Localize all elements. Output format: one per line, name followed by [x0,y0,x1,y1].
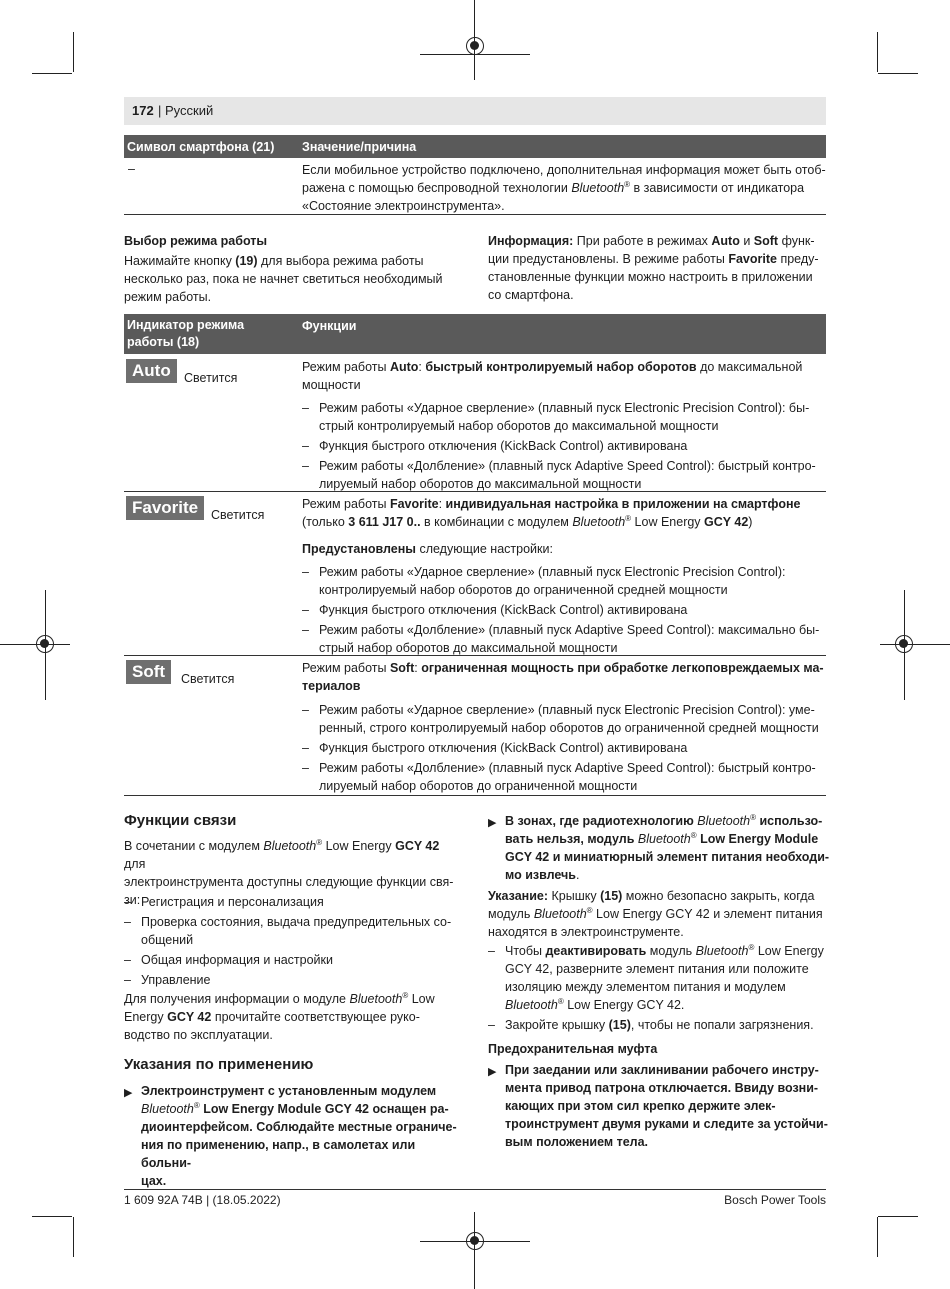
table-rule [124,655,826,656]
list-item: – Функция быстрого отключения (KickBack Control) активирована [302,601,826,619]
crop-mark [73,1217,74,1257]
warning-triangle-icon: ▶ [488,1066,497,1078]
list-item: – Режим работы «Долбление» (плавный пуск Adaptive Speed Control): быстрый контро- лируемый набор оборотов до максимальной мощности [302,457,826,493]
list-item: – Режим работы «Ударное сверление» (плавный пуск Electronic Precision Control): контролируемый набор оборотов до ограниченной средней мощности [302,563,826,599]
table-header [124,314,826,354]
crop-mark [878,73,918,74]
footer-doc-info [124,1191,281,1209]
crop-mark [0,644,70,645]
mode-select-text: Нажимайте кнопку (19) для выбора режима работы несколько раз, пока не начнет светиться необходимый режим работы. [124,254,443,304]
list-item: – Управление [124,971,464,989]
footer-date: (18.05.2022) [212,1193,281,1207]
list-item: – Регистрация и персонализация [124,893,464,911]
preset-note: Предустановлены следующие настройки: [302,542,553,556]
list-item: – Закройте крышку (15), чтобы не попали загрязнения. [488,1016,828,1034]
registration-mark-icon [466,37,484,55]
footer-brand: Bosch Power Tools [724,1193,826,1207]
registration-mark-icon [895,635,913,653]
column-header-meaning: Значение/причина [302,140,417,154]
mode-badge-favorite: Favorite [126,496,204,520]
footer-separator: | [202,1193,213,1207]
list-item: – Проверка состояния, выдача предупредительных со- общений [124,913,464,949]
registration-mark-icon [466,1232,484,1250]
crop-mark [880,644,950,645]
column-header-indicator: Индикатор режима работы (18) [127,318,245,349]
crop-mark [32,73,72,74]
list-item: – Чтобы деактивировать модуль Bluetooth® Low Energy GCY 42, разверните элемент питания или положите изоляцию между элементом питания и модулем Bluetooth® Low Energy GCY 42. [488,942,828,1014]
footer-rule [124,1189,826,1190]
mode-description: Режим работы Auto: быстрый контролируемый набор оборотов до максимальной мощности [302,360,803,392]
clutch-warning: При заедании или заклинивании рабочего инстру- мента привод патрона отключается. Ввиду возни- кающих при этом сил крепко держите элек- троинструмент двумя руками и следите за устойчи- вым положением тела. [505,1063,828,1149]
list-item: – Режим работы «Долбление» (плавный пуск Adaptive Speed Control): максимально бы- стрый набор оборотов до максимальной мощности [302,621,826,657]
cover-note: Указание: Крышку (15) можно безопасно закрыть, когда модуль Bluetooth® Low Energy GCY 42 и элемент питания находятся в электроинструменте. [488,889,823,939]
header-separator: | [158,103,162,118]
table-rule [124,214,826,215]
page-number: 172 [132,103,154,118]
mode-function-list [302,563,826,657]
info-note: Информация: При работе в режимах Auto и Soft функ- ции предустановлены. В режиме работы Favorite преду- становленные функции можно настроить в приложении со смартфона. [488,234,819,302]
table-header [124,135,826,158]
crop-mark [877,1217,878,1257]
warning-triangle-icon: ▶ [488,817,497,829]
mode-function-list [302,399,826,493]
crop-mark [32,1216,72,1217]
mode-badge-soft: Soft [126,660,171,684]
section-heading: Функции связи [124,812,237,829]
mode-description: Режим работы Soft: ограниченная мощность при обработке легкоповреждаемых ма- териалов [302,661,824,693]
list-item: – Режим работы «Ударное сверление» (плавный пуск Electronic Precision Control): уме- ренный, строго контролируемый набор оборотов до ограниченной средней мощности [302,701,832,737]
mode-state: Светится [184,371,238,385]
crop-mark [73,32,74,72]
header-language: Русский [165,103,214,118]
registration-mark-icon [36,635,54,653]
column-header-symbol: Символ смартфона (21) [127,140,275,154]
list-item: – Режим работы «Ударное сверление» (плавный пуск Electronic Precision Control): бы- стрый контролируемый набор оборотов до максимальной мощности [302,399,826,435]
table-cell-meaning: Если мобильное устройство подключено, дополнительная информация может быть отоб- ражена с помощью беспроводной технологии Bluetooth® в зависимости от индикатора «Состояние электроинструмента». [302,163,826,213]
table-rule [124,795,826,796]
table-rule [124,491,826,492]
warning-triangle-icon: ▶ [124,1087,133,1099]
mode-state: Светится [211,508,265,522]
comm-intro: В сочетании с модулем Bluetooth® Low Energy GCY 42 для электроинструмента доступны следующие функции свя- зи: [124,837,454,907]
bluetooth-warning: В зонах, где радиотехнологию Bluetooth® использо- вать нельзя, модуль Bluetooth® Low Energy Module GCY 42 и миниатюрный элемент питания необходи- мо извлечь. [505,812,830,882]
page-header [124,97,826,125]
table-cell-symbol: – [128,162,135,176]
list-item: – Режим работы «Долбление» (плавный пуск Adaptive Speed Control): быстрый контро- лируемый набор оборотов до ограниченной мощности [302,759,832,795]
crop-mark [878,1216,918,1217]
crop-mark [474,1212,475,1289]
mode-state: Светится [181,672,235,686]
section-heading: Предохранительная муфта [488,1042,658,1056]
comm-outro: Для получения информации о модуле Bluetooth® Low Energy GCY 42 прочитайте соответствующее руко- водство по эксплуатации. [124,990,435,1042]
footer-doc-number: 1 609 92A 74B [124,1193,203,1207]
crop-mark [877,32,878,72]
cover-steps-list [488,942,828,1034]
list-item: – Функция быстрого отключения (KickBack Control) активирована [302,739,832,757]
usage-warning: Электроинструмент с установленным модулем Bluetooth® Low Energy Module GCY 42 оснащен ра- диоинтерфейсом. Соблюдайте местные ограниче- ния по применению, напр., в самолетах или больни- цах. [141,1084,457,1188]
list-item: – Функция быстрого отключения (KickBack Control) активирована [302,437,826,455]
mode-badge-auto: Auto [126,359,177,383]
section-heading: Указания по применению [124,1056,314,1073]
mode-description: Режим работы Favorite: индивидуальная настройка в приложении на смартфоне (только 3 611 J17 0.. в комбинации с модулем Bluetooth® Low Energy GCY 42) [302,497,801,529]
column-header-functions: Функции [302,319,357,333]
list-item: – Общая информация и настройки [124,951,464,969]
comm-function-list [124,893,464,989]
mode-function-list [302,701,832,795]
section-heading: Выбор режима работы [124,234,268,248]
